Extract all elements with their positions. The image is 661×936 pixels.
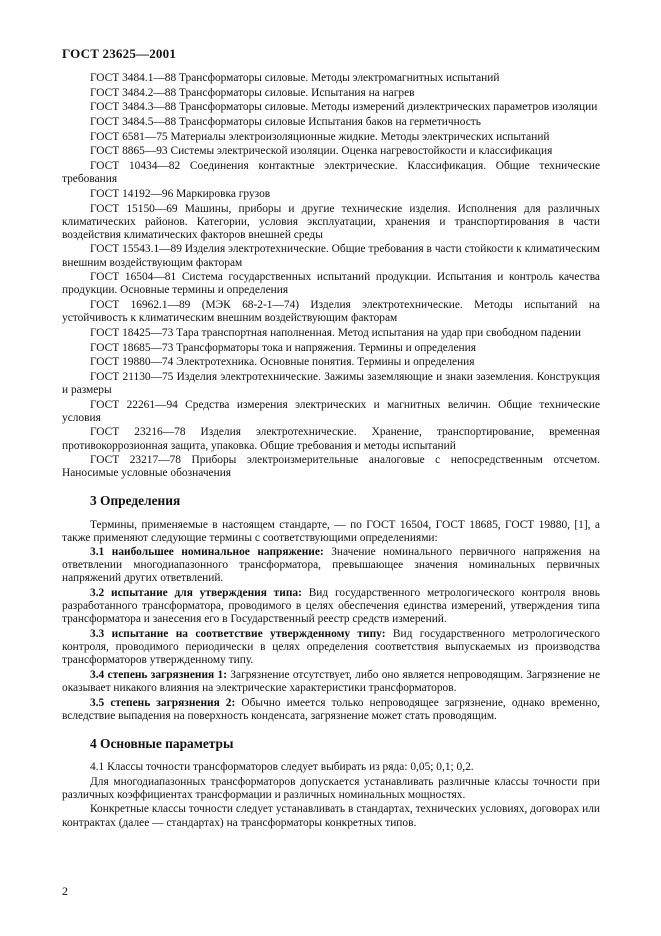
- reference-item: ГОСТ 3484.2—88 Трансформаторы силовые. Испытания на нагрев: [90, 86, 415, 99]
- reference-item: ГОСТ 3484.5—88 Трансформаторы силовые Испытания баков на герметичность: [90, 116, 481, 129]
- definition-item: [62, 669, 600, 695]
- reference-item: ГОСТ 16962.1—89 (МЭК 68-2-1—74) Изделия электротехнические. Методы испытаний на устойчивость к климатическим внешним воздействующим факторам: [62, 299, 600, 325]
- definition-text: Вид государственного метрологического контроля, проводимого периодически в целях определения соответствия выпускаемых из производства трансформаторов утвержденному типу.: [62, 628, 601, 667]
- reference-item: ГОСТ 16504—81 Система государственных испытаний продукции. Испытания и контроль качества продукции. Основные термины и определения: [62, 271, 600, 297]
- section-3-heading: 3 Определения: [90, 493, 181, 509]
- reference-item: ГОСТ 3484.3—88 Трансформаторы силовые. Методы измерений диэлектрических параметров изоляции: [90, 101, 598, 114]
- reference-item: ГОСТ 23216—78 Изделия электротехнические. Хранение, транспортирование, временная противокоррозионная защита, упаковка. Общие требования и методы испытаний: [62, 426, 600, 452]
- reference-item: ГОСТ 19880—74 Электротехника. Основные понятия. Термины и определения: [90, 356, 475, 369]
- section-4-paragraph: Конкретные классы точности следует устанавливать в стандартах, технических условиях, договорах или контрактах (далее — стандартах) на трансформаторы конкретных типов.: [62, 803, 600, 829]
- definition-text: Значение номинального первичного напряжения на ответвлении многодиапазонного трансформатора, превышающее значения номинальных первичных напряжений других ответвлений.: [62, 546, 600, 585]
- reference-item: ГОСТ 10434—82 Соединения контактные электрические. Классификация. Общие технические требования: [62, 160, 600, 186]
- reference-item: ГОСТ 15543.1—89 Изделия электротехнические. Общие требования в части стойкости к климатическим внешним воздействующим факторам: [62, 243, 600, 269]
- reference-item: ГОСТ 3484.1—88 Трансформаторы силовые. Методы электромагнитных испытаний: [90, 72, 500, 84]
- reference-item: ГОСТ 18685—73 Трансформаторы тока и напряжения. Термины и определения: [90, 341, 476, 354]
- document-header: ГОСТ 23625—2001: [62, 46, 177, 61]
- reference-item: ГОСТ 18425—73 Тара транспортная наполненная. Метод испытания на удар при свободном падении: [90, 326, 581, 339]
- reference-item: ГОСТ 21130—75 Изделия электротехнические. Зажимы заземляющие и знаки заземления. Конструкция и размеры: [62, 370, 600, 396]
- section-4-paragraph: 4.1 Классы точности трансформаторов следует выбирать из ряда: 0,05; 0,1; 0,2.: [90, 760, 474, 773]
- definition-term: 3.3 испытание на соответствие утвержденному типу:: [90, 628, 386, 641]
- section-3-intro: Термины, применяемые в настоящем стандарте, — по ГОСТ 16504, ГОСТ 18685, ГОСТ 19880, [1], а также применяют следующие термины с соответствующими определениями:: [62, 518, 600, 544]
- reference-item: ГОСТ 22261—94 Средства измерения электрических и магнитных величин. Общие технические условия: [62, 398, 600, 424]
- definition-term: 3.1 наибольшее номинальное напряжение:: [90, 546, 324, 559]
- section-4-heading: 4 Основные параметры: [90, 735, 234, 751]
- definition-item: [62, 546, 600, 585]
- definition-item: [62, 587, 600, 626]
- reference-item: ГОСТ 23217—78 Приборы электроизмерительные аналоговые с непосредственным отсчетом. Наносимые условные обозначения: [62, 454, 600, 480]
- reference-item: ГОСТ 15150—69 Машины, приборы и другие технические изделия. Исполнения для различных климатических районов. Категории, условия эксплуатации, хранения и транспортирования в части воздействия климатических факторов внешней среды: [62, 202, 600, 241]
- definition-text: Обычно имеется только непроводящее загрязнение, однако временно, вследствие выпадения на поверхность конденсата, загрязнение может стать проводящим.: [62, 696, 600, 722]
- definition-item: [62, 697, 600, 723]
- definition-text: Загрязнение отсутствует, либо оно является непроводящим. Загрязнение не оказывает никакого влияния на электрические характеристики трансформаторов.: [62, 668, 600, 694]
- definition-term: 3.4 степень загрязнения 1:: [90, 668, 227, 681]
- definition-text: Вид государственного метрологического контроля вновь разработанного трансформатора, проводимого в целях обеспечения единства измерений, утверждения типа трансформатора и занесения его в Государственный реестр средств измерений.: [62, 587, 600, 626]
- references-list: [62, 72, 600, 480]
- section-4-paragraph: Для многодиапазонных трансформаторов допускается устанавливать различные классы точности при различных коэффициентах трансформации и различных номинальных мощностях.: [62, 775, 600, 801]
- definition-term: 3.2 испытание для утверждения типа:: [90, 587, 302, 600]
- reference-item: ГОСТ 6581—75 Материалы электроизоляционные жидкие. Методы электрических испытаний: [90, 130, 550, 143]
- definition-term: 3.5 степень загрязнения 2:: [90, 696, 236, 709]
- reference-item: ГОСТ 8865—93 Системы электрической изоляции. Оценка нагревостойкости и классификация: [90, 145, 553, 158]
- definition-item: [62, 628, 600, 667]
- page-number: 2: [62, 884, 68, 898]
- document-body: [62, 72, 600, 831]
- reference-item: ГОСТ 14192—96 Маркировка грузов: [90, 187, 271, 200]
